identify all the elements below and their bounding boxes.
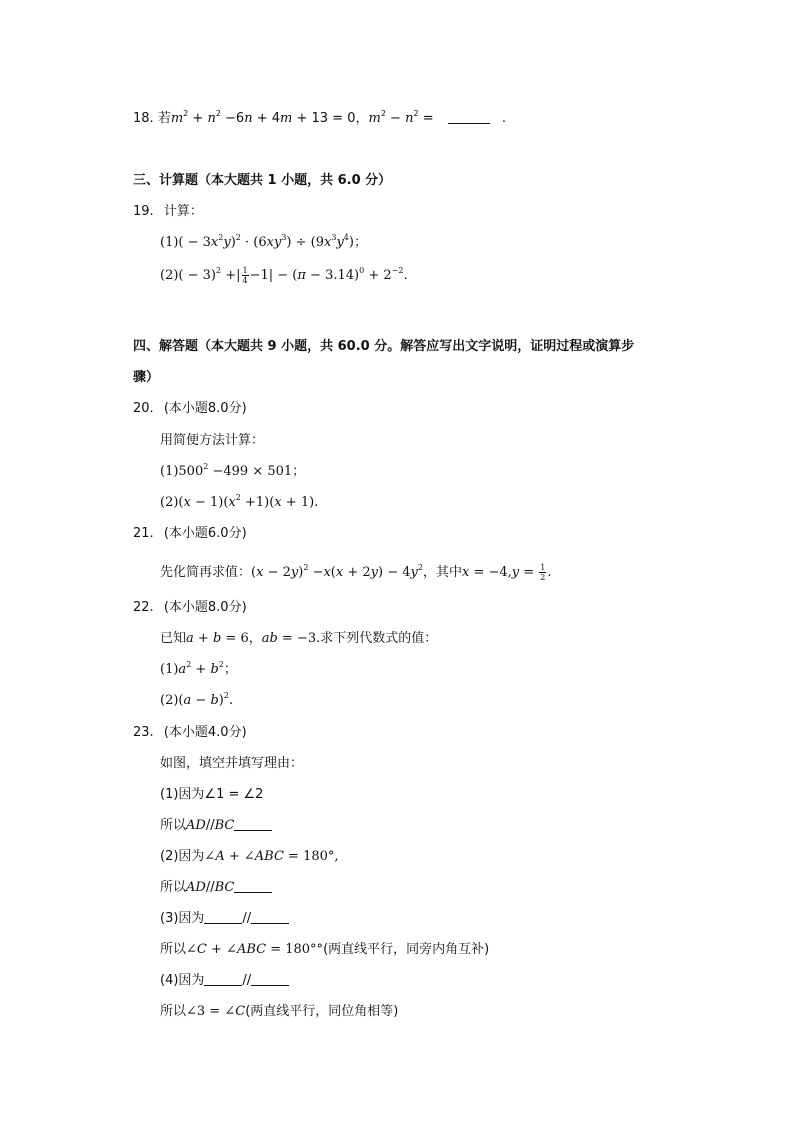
question-23: 23. (本小题4.0分)	[133, 725, 247, 740]
answer-blank[interactable]	[204, 973, 242, 986]
question-21: 21. (本小题6.0分)	[133, 526, 247, 541]
section-3-title: 三、计算题（本大题共 1 小题，共 6.0 分）	[133, 173, 392, 188]
q19-part1: $(1)( - 3x^2y)^2 \cdot (6xy^3) \div (9x^3y^4)$；	[160, 233, 367, 250]
q22-part1: $(1)a^2 + b^2$；	[160, 660, 237, 677]
q23-l5: (3)因为 //	[160, 910, 289, 928]
question-number: 18.	[133, 111, 154, 126]
q23-l8: 所以∠3 = ∠C(两直线平行，同位角相等)	[160, 1004, 399, 1019]
answer-blank[interactable]	[448, 111, 490, 124]
section-4-title: 四、解答题（本大题共 9 小题，共 60.0 分。解答应写出文字说明，证明过程或演算步	[133, 339, 635, 354]
q20-part1: $(1)500^2 -499 \times 501$；	[160, 462, 306, 479]
q20-part2: $(2)(x - 1)(x^2 +1)(x + 1)$.	[160, 493, 319, 510]
answer-blank[interactable]	[251, 973, 289, 986]
question-label: 计算：	[163, 204, 203, 219]
q19-part2: $(2)( - 3)^2$ +| $\frac{1}{4}$ $-1| - (\pi - 3.14)^0 + 2^{-2}$.	[160, 266, 408, 285]
answer-blank[interactable]	[204, 911, 242, 924]
q21-text: 先化简再求值：$(x - 2y)^2 -x(x + 2y) - 4y^2$，其中x = −4,y = $\frac{1}{2}$ .	[160, 563, 552, 582]
question-18	[133, 110, 506, 128]
q22-text: 已知a + b = 6，ab = −3.求下列代数式的值：	[160, 631, 438, 646]
q23-l3: (2)因为∠A + ∠ABC = 180°,	[160, 849, 339, 864]
section-4-title-cont: 骤）	[133, 370, 160, 385]
q23-intro: 如图，填空并填写理由：	[160, 756, 304, 771]
q23-l7: (4)因为 //	[160, 972, 289, 990]
q20-label: 用简便方法计算：	[160, 433, 265, 448]
question-22: 22. (本小题8.0分)	[133, 600, 247, 615]
question-19	[133, 203, 203, 221]
question-number: 19.	[133, 204, 154, 219]
q23-l1: (1)因为∠1 = ∠2	[160, 787, 264, 802]
period: .	[501, 111, 507, 126]
answer-blank[interactable]	[234, 880, 272, 893]
answer-blank[interactable]	[251, 911, 289, 924]
q23-l2: 所以AD//BC	[160, 817, 272, 835]
question-20: 20. (本小题8.0分)	[133, 401, 247, 416]
question-text: 若$m^2 + n^2 -6n + 4m + 13 = 0$，$m^2 - n^2$ =	[157, 109, 438, 126]
answer-blank[interactable]	[234, 818, 272, 831]
q22-part2: $(2)(a - b)^2$.	[160, 691, 234, 708]
q23-l6: 所以∠C + ∠ABC = 180°°(两直线平行，同旁内角互补)	[160, 942, 490, 957]
q23-l4: 所以AD//BC	[160, 879, 272, 897]
